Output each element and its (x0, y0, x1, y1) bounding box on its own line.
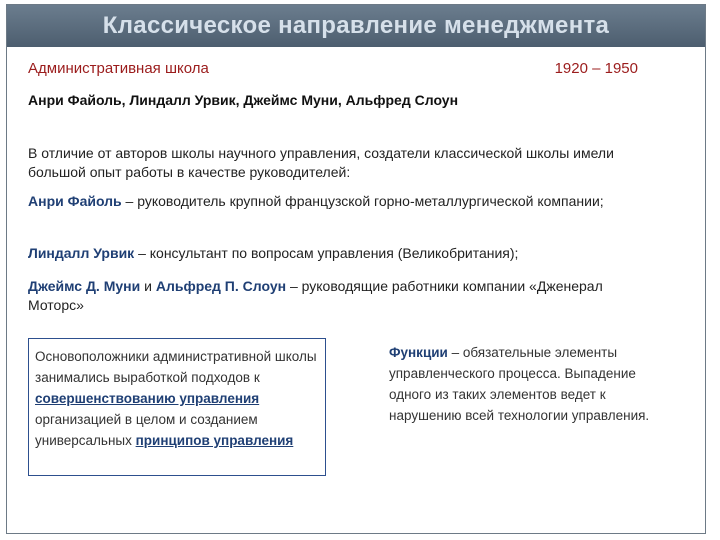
functions-label: Функции (389, 345, 448, 360)
founders-box (28, 338, 326, 476)
founders-text-2: организацией в целом и созданием универсальных (35, 412, 258, 448)
authors-list: Анри Файоль, Линдалл Урвик, Джеймс Муни, Альфред Слоун (28, 92, 459, 108)
fayol-name: Анри Файоль (28, 193, 122, 209)
urwick-text: – консультант по вопросам управления (Великобритания); (134, 245, 519, 261)
urwick-name: Линдалл Урвик (28, 245, 135, 261)
school-name: Административная школа (28, 60, 209, 77)
fayol-text: – руководитель крупной французской горно-металлургической компании; (121, 193, 604, 209)
functions-note (389, 342, 679, 426)
title-bar (7, 5, 705, 47)
sloan-name: Альфред П. Слоун (155, 278, 287, 294)
mooney-name: Джеймс Д. Муни (28, 278, 141, 294)
years-range: 1920 – 1950 (554, 60, 638, 77)
founders-text-1: Основоположники административной школы занимались выработкой подходов к (35, 349, 317, 385)
intro-paragraph: В отличие от авторов школы научного управления, создатели классической школы имели большой опыт работы в качестве руководителей: (28, 145, 614, 180)
mooney-sloan-paragraph (28, 277, 648, 315)
and-word: и (140, 278, 156, 294)
urwick-paragraph (28, 244, 648, 263)
mooney-sloan-text: – руководящие работники компании «Дженерал Моторс» (28, 278, 603, 313)
slide-title: Классическое направление менеджмента (102, 12, 610, 39)
functions-text: – обязательные элементы управленческого процесса. Выпадение одного из таких элементов ведет к нарушению всей технологии управления. (389, 345, 650, 423)
fayol-paragraph (28, 192, 648, 211)
improvement-term: совершенствованию управления (35, 391, 260, 406)
principles-term: принципов управления (135, 433, 294, 448)
